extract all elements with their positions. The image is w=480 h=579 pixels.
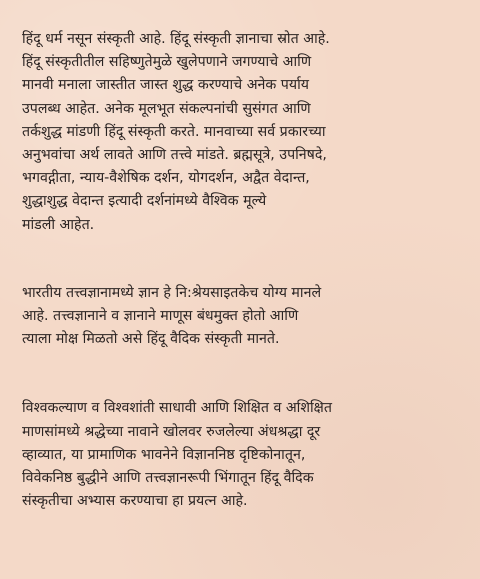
text-line: माणसांमध्ये श्रद्धेच्या नावाने खोलवर रुजलेल्या अंधश्रद्धा दूर (22, 423, 321, 440)
text-line: हिंदू धर्म नसून संस्कृती आहे. हिंदू संस्कृती ज्ञानाचा स्रोत आहे. (22, 31, 330, 47)
paragraph-hindu-culture (22, 28, 462, 237)
text-line: व्हाव्यात, या प्रामाणिक भावनेने विज्ञाननिष्ठ दृष्टिकोनातून, (22, 446, 306, 463)
text-line: उपलब्ध आहेत. अनेक मूलभूत संकल्पनांची सुसंगत आणि (22, 100, 311, 117)
text-line: मानवी मनाला जास्तीत जास्त शुद्ध करण्याचे अनेक पर्याय (22, 77, 310, 94)
text-line: तर्कशुद्ध मांडणी हिंदू संस्कृती करते. मानवाच्या सर्व प्रकारच्या (22, 123, 326, 140)
paragraph-indian-philosophy (22, 282, 462, 352)
text-line: आहे. तत्त्वज्ञानाने व ज्ञानाने माणूस बंधमुक्त होतो आणि (22, 308, 299, 325)
text-line: त्याला मोक्ष मिळतो असे हिंदू वैदिक संस्कृती मानते. (22, 331, 280, 348)
paragraph-spacer (22, 237, 462, 282)
text-line: संस्कृतीचा अभ्यास करण्याचा हा प्रयत्न आहे. (22, 493, 248, 510)
text-line: शुद्धाशुद्ध वेदान्त इत्यादी दर्शनांमध्ये वैश्विक मूल्ये (22, 193, 267, 210)
text-line: हिंदू संस्कृतीतील सहिष्णुतेमुळे खुलेपणाने जगण्याचे आणि (22, 54, 312, 71)
text-line: भगवद्गीता, न्याय-वैशेषिक दर्शन, योगदर्शन, अद्वैत वेदान्त, (22, 170, 310, 187)
text-line: भारतीय तत्त्वज्ञानामध्ये ज्ञान हे नि:श्रेयसाइतकेच योग्य मानले (22, 284, 322, 301)
text-line: मांडली आहेत. (22, 216, 95, 233)
paragraph-study-purpose (22, 397, 462, 513)
text-line: विश्वकल्याण व विश्वशांती साधावी आणि शिक्षित व अशिक्षित (22, 400, 332, 417)
paragraph-spacer (22, 351, 462, 397)
text-line: अनुभवांचा अर्थ लावते आणि तत्त्वे मांडते. ब्रह्मसूत्रे, उपनिषदे, (22, 147, 327, 164)
text-line: विवेकनिष्ठ बुद्धीने आणि तत्त्वज्ञानरूपी भिंगातून हिंदू वैदिक (22, 470, 314, 487)
